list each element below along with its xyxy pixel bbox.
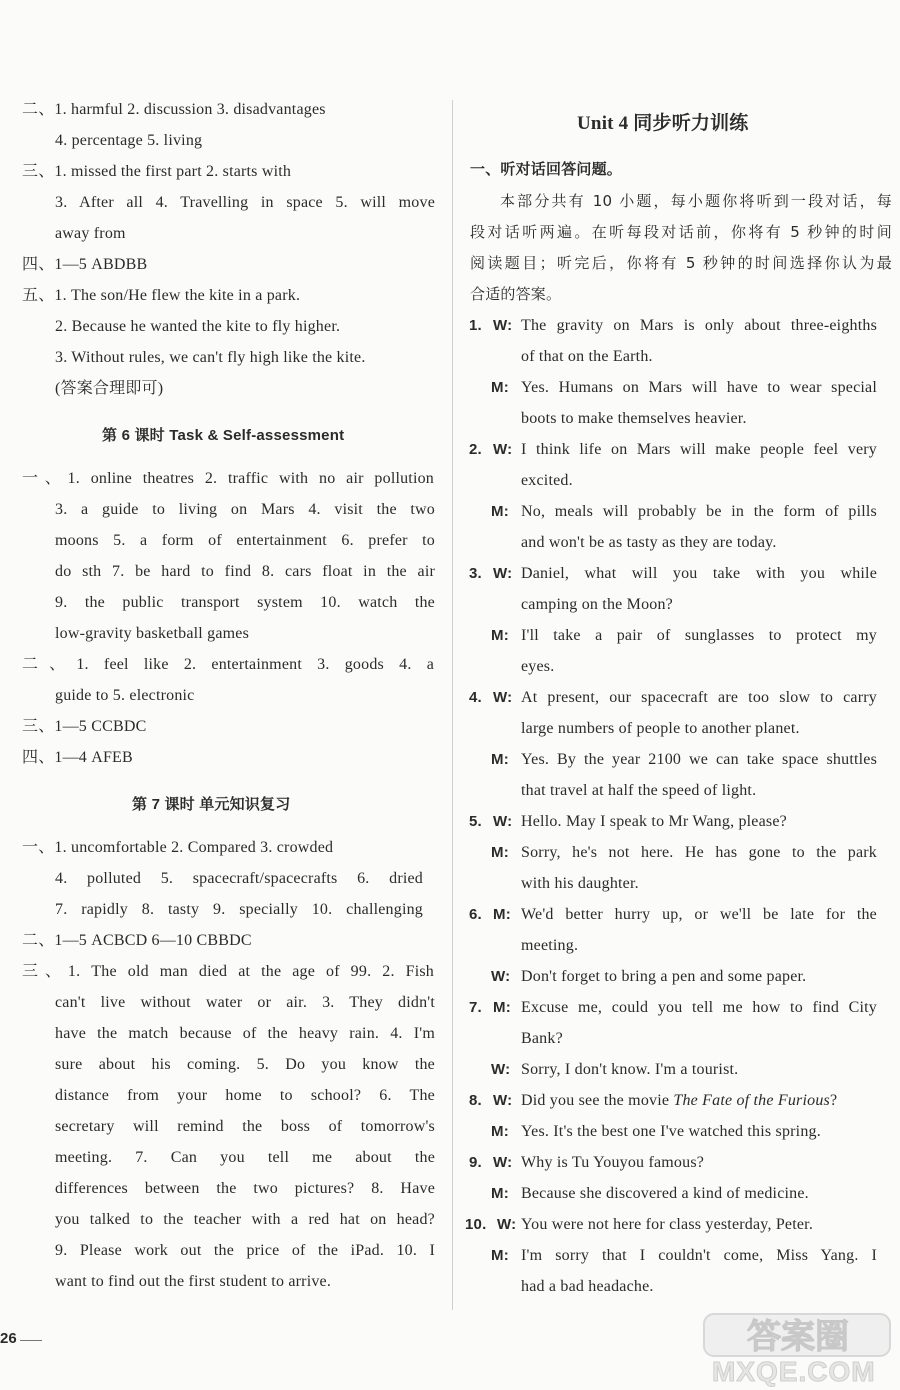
speaker-label: W: — [493, 441, 513, 458]
dialogue-number: 6. — [469, 906, 482, 923]
dialogue-number: 8. — [469, 1092, 482, 1109]
dialogue-line: You were not here for class yesterday, Peter. — [521, 1216, 814, 1233]
dialogue-line: that travel at half the speed of light. — [521, 782, 757, 799]
answer-line: 一、1. online theatres 2. traffic with no air pollution — [22, 470, 434, 487]
instructions-line: 合适的答案。 — [470, 285, 562, 303]
dialogue-line: Sorry, he's not here. He has gone to the park — [521, 844, 877, 861]
dialogue-line: Hello. May I speak to Mr Wang, please? — [521, 813, 787, 830]
dialogue-number: 1. — [469, 317, 482, 334]
speaker-label: M: — [493, 906, 511, 923]
dialogue-line: Sorry, I don't know. I'm a tourist. — [521, 1061, 739, 1078]
speaker-label: W: — [497, 1216, 517, 1233]
dialogue-line: Because she discovered a kind of medicine. — [521, 1185, 809, 1202]
dialogue-line: I'll take a pair of sunglasses to protect my — [521, 627, 877, 644]
answer-line: (答案合理即可) — [55, 380, 164, 397]
answer-line: 四、1—5 ABDBB — [22, 256, 148, 273]
speaker-label: M: — [493, 999, 511, 1016]
dialogue-line: large numbers of people to another planet. — [521, 720, 800, 737]
dialogue-line: We'd better hurry up, or we'll be late for the — [521, 906, 877, 923]
dialogue-line: At present, our spacecraft are too slow to carry — [521, 689, 877, 706]
answer-line: 三、1. missed the first part 2. starts with — [22, 163, 292, 180]
answer-line: meeting. 7. Can you tell me about the — [55, 1149, 435, 1166]
dialogue-number: 5. — [469, 813, 482, 830]
speaker-label: M: — [491, 627, 509, 644]
speaker-label: W: — [493, 1154, 513, 1171]
answer-line: distance from your home to school? 6. The — [55, 1087, 435, 1104]
dialogue-line: Did you see the movie The Fate of the Furious? — [521, 1092, 838, 1109]
answer-line: 2. Because he wanted the kite to fly higher. — [55, 318, 341, 335]
answer-line: 一、1. uncomfortable 2. Compared 3. crowded — [22, 839, 334, 856]
answer-line: 五、1. The son/He flew the kite in a park. — [22, 287, 301, 304]
speaker-label: W: — [491, 968, 511, 985]
dialogue-number: 2. — [469, 441, 482, 458]
dialogue-number: 4. — [469, 689, 482, 706]
dialogue-line: of that on the Earth. — [521, 348, 653, 365]
dialogue-line: Yes. It's the best one I've watched this spring. — [521, 1123, 821, 1140]
answer-line: 4. polluted 5. spacecraft/spacecrafts 6. dried — [55, 870, 423, 887]
answer-line: secretary will remind the boss of tomorrow's — [55, 1118, 435, 1135]
dialogue-line: had a bad headache. — [521, 1278, 654, 1295]
answer-line: 3. a guide to living on Mars 4. visit the two — [55, 501, 435, 518]
dialogue-line: I'm sorry that I couldn't come, Miss Yang. I — [521, 1247, 877, 1264]
speaker-label: W: — [493, 813, 513, 830]
answer-line: differences between the two pictures? 8. Have — [55, 1180, 435, 1197]
speaker-label: W: — [493, 317, 513, 334]
instructions-line: 本部分共有 10 小题，每小题你将听到一段对话，每 — [500, 192, 892, 210]
dialogue-number: 9. — [469, 1154, 482, 1171]
answer-line: 9. the public transport system 10. watch the — [55, 594, 435, 611]
speaker-label: W: — [493, 565, 513, 582]
dialogue-line: eyes. — [521, 658, 555, 675]
answer-line: 二、1. feel like 2. entertainment 3. goods 4. a — [22, 656, 434, 673]
answer-line: 3. After all 4. Travelling in space 5. will move — [55, 194, 435, 211]
answer-line: you talked to the teacher with a red hat on head? — [55, 1211, 435, 1228]
answer-line: 三、1. The old man died at the age of 99. 2. Fish — [22, 963, 434, 980]
watermark-logo-icon — [700, 1308, 896, 1360]
answer-line: 4. percentage 5. living — [55, 132, 203, 149]
dialogue-line: and won't be as tasty as they are today. — [521, 534, 777, 551]
instructions-line: 段对话听两遍。在听每段对话前，你将有 5 秒钟的时间 — [470, 223, 892, 241]
speaker-label: M: — [491, 1123, 509, 1140]
instructions-line: 阅读题目；听完后，你将有 5 秒钟的时间选择你认为最 — [470, 254, 892, 272]
column-divider — [452, 100, 453, 1310]
dialogue-line: The gravity on Mars is only about three-eighths — [521, 317, 877, 334]
dialogue-line: with his daughter. — [521, 875, 639, 892]
dialogue-number: 3. — [469, 565, 482, 582]
answer-line: moons 5. a form of entertainment 6. prefer to — [55, 532, 435, 549]
answer-line: away from — [55, 225, 126, 242]
dialogue-line: I think life on Mars will make people feel very — [521, 441, 877, 458]
dialogue-line: Excuse me, could you tell me how to find City — [521, 999, 877, 1016]
unit-title: Unit 4 同步听力训练 — [577, 113, 749, 134]
answer-line: 9. Please work out the price of the iPad. 10. I — [55, 1242, 435, 1259]
dialogue-line: Why is Tu Youyou famous? — [521, 1154, 705, 1171]
section-heading: 一、听对话回答问题。 — [470, 161, 623, 178]
speaker-label: W: — [493, 1092, 513, 1109]
answer-line: 7. rapidly 8. tasty 9. specially 10. challenging — [55, 901, 423, 918]
dialogue-line: Don't forget to bring a pen and some paper. — [521, 968, 807, 985]
speaker-label: M: — [491, 751, 509, 768]
dialogue-number: 7. — [469, 999, 482, 1016]
watermark — [700, 1308, 896, 1388]
dialogue-line: camping on the Moon? — [521, 596, 673, 613]
answer-line: do sth 7. be hard to find 8. cars float in the air — [55, 563, 435, 580]
speaker-label: M: — [491, 1247, 509, 1264]
watermark-url: MXQE.COM — [712, 1356, 876, 1387]
lesson-heading: 第 6 课时 Task & Self-assessment — [102, 427, 345, 444]
answer-line: sure about his coming. 5. Do you know the — [55, 1056, 435, 1073]
lesson-heading: 第 7 课时 单元知识复习 — [132, 796, 291, 813]
speaker-label: W: — [493, 689, 513, 706]
answer-line: guide to 5. electronic — [55, 687, 195, 704]
answer-line: 三、1—5 CCBDC — [22, 718, 147, 735]
speaker-label: M: — [491, 1185, 509, 1202]
speaker-label: M: — [491, 503, 509, 520]
dialogue-line: excited. — [521, 472, 573, 489]
watermark-logo-text: 答案圈 — [747, 1317, 849, 1357]
answer-line: can't live without water or air. 3. They didn't — [55, 994, 435, 1011]
dialogue-line: meeting. — [521, 937, 579, 954]
answer-line: low-gravity basketball games — [55, 625, 249, 642]
answer-line: have the match because of the heavy rain. 4. I'm — [55, 1025, 435, 1042]
answer-line: 3. Without rules, we can't fly high like the kite. — [55, 349, 366, 366]
dialogue-line: No, meals will probably be in the form of pills — [521, 503, 877, 520]
speaker-label: M: — [491, 379, 509, 396]
answer-line: 四、1—4 AFEB — [22, 749, 133, 766]
answer-line: 二、1. harmful 2. discussion 3. disadvantages — [22, 101, 326, 118]
page-number-rule — [20, 1340, 42, 1341]
dialogue-number: 10. — [465, 1216, 487, 1233]
dialogue-line: Bank? — [521, 1030, 563, 1047]
dialogue-line: boots to make themselves heavier. — [521, 410, 747, 427]
speaker-label: M: — [491, 844, 509, 861]
answer-line: want to find out the first student to arrive. — [55, 1273, 332, 1290]
answer-line: 二、1—5 ACBCD 6—10 CBBDC — [22, 932, 252, 949]
speaker-label: W: — [491, 1061, 511, 1078]
dialogue-line: Daniel, what will you take with you while — [521, 565, 877, 582]
page-number: 26 — [0, 1330, 17, 1347]
dialogue-line: Yes. Humans on Mars will have to wear special — [521, 379, 877, 396]
dialogue-line: Yes. By the year 2100 we can take space shuttles — [521, 751, 877, 768]
